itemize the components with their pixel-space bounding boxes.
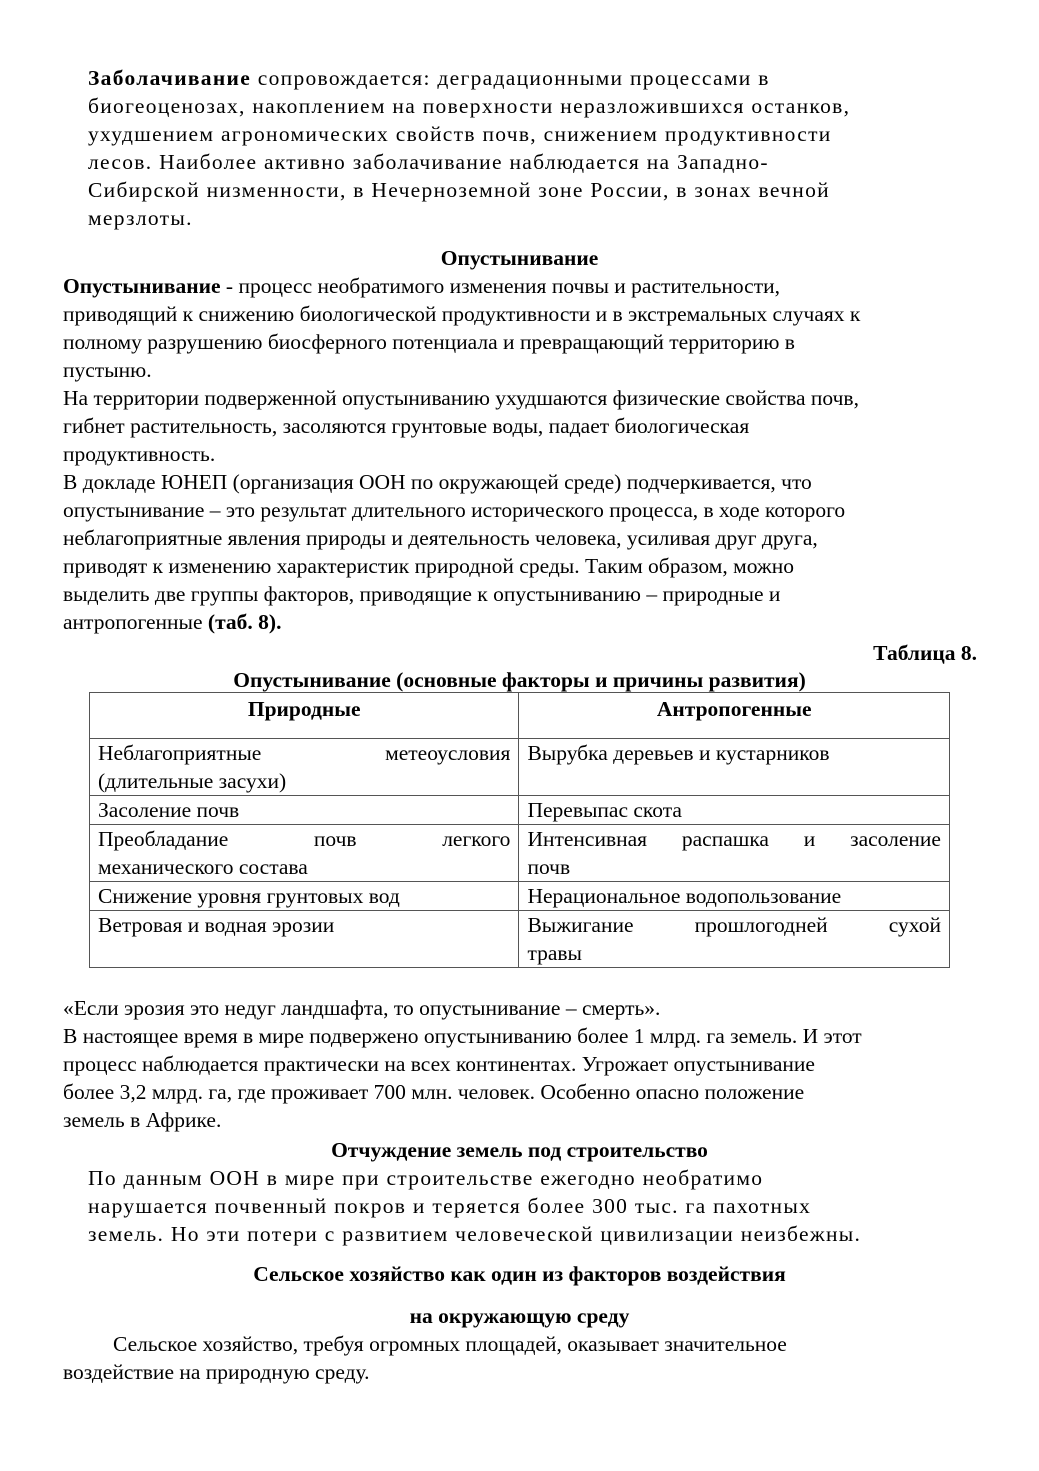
- text-line: антропогенные: [63, 610, 208, 634]
- heading-land-alienation: Отчуждение земель под строительство: [331, 1138, 708, 1162]
- text-line: - процесс необратимого изменения почвы и растительности,: [220, 274, 780, 298]
- table-cell: Перевыпас скота: [519, 796, 950, 825]
- text-line: В настоящее время в мире подвержено опустыниванию более 1 млрд. га земель. И этот: [63, 1024, 862, 1048]
- heading-desertification: Опустынивание: [440, 246, 599, 270]
- cell-line: механического состава: [98, 855, 308, 879]
- header-natural: Природные: [90, 693, 519, 739]
- text-line: ухудшением агрономических свойств почв, снижением продуктивности: [88, 122, 832, 146]
- cell-line: (длительные засухи): [98, 769, 287, 793]
- cell-word: почв: [313, 827, 357, 851]
- text-line: приводят к изменению характеристик природной среды. Таким образом, можно: [63, 554, 795, 578]
- term-swamping: Заболачивание: [88, 66, 252, 90]
- table-cell: Снижение уровня грунтовых вод: [90, 882, 519, 911]
- table-row: [90, 911, 950, 968]
- paragraph-statistics: [63, 1022, 988, 1134]
- text-line: опустынивание – это результат длительного исторического процесса, в ходе которого: [63, 498, 846, 522]
- table-cell: Нерациональное водопользование: [519, 882, 950, 911]
- paragraph-unep: [63, 468, 988, 636]
- cell-word: распашка: [681, 827, 769, 851]
- cell-word: засоление: [850, 827, 941, 851]
- table-row: [90, 825, 950, 882]
- table-cell: Засоление почв: [90, 796, 519, 825]
- table-reference: (таб. 8).: [207, 610, 282, 634]
- text-line: лесов. Наиболее активно заболачивание наблюдается на Западно-: [88, 150, 769, 174]
- text-line: выделить две группы факторов, приводящие к опустыниванию – природные и: [63, 582, 781, 606]
- text-line: Сибирской низменности, в Нечерноземной зоне России, в зонах вечной: [88, 178, 830, 202]
- text-line: В докладе ЮНЕП (организация ООН по окружающей среде) подчеркивается, что: [63, 470, 812, 494]
- paragraph-construction: [88, 1164, 988, 1248]
- text-line: мерзлоты.: [88, 206, 193, 230]
- text-line: гибнет растительность, засоляются грунтовые воды, падает биологическая: [63, 414, 750, 438]
- text-line: земель в Африке.: [63, 1108, 222, 1132]
- table-row: [90, 796, 950, 825]
- cell-word: сухой: [888, 913, 941, 937]
- cell-word: и: [803, 827, 816, 851]
- table-cell: [519, 911, 950, 968]
- table-cell: [519, 739, 950, 796]
- cell-word: Выжигание: [527, 913, 634, 937]
- cell-word: Интенсивная: [527, 827, 648, 851]
- table-header-row: [90, 693, 950, 739]
- table-caption: Опустынивание (основные факторы и причины развития): [233, 668, 806, 692]
- text-line: земель. Но эти потери с развитием человеческой цивилизации неизбежны.: [88, 1222, 862, 1246]
- heading-agriculture-line1: Сельское хозяйство как один из факторов воздействия: [253, 1262, 786, 1286]
- cell-word: Преобладание: [98, 827, 229, 851]
- paragraph-swamping: [88, 64, 988, 232]
- table-cell: [90, 825, 519, 882]
- factors-table: [89, 692, 950, 968]
- heading-agriculture-line2: на окружающую среду: [409, 1304, 630, 1328]
- text-line: биогеоценозах, накоплением на поверхности неразложившихся останков,: [88, 94, 851, 118]
- text-line: приводящий к снижению биологической продуктивности и в экстремальных случаях к: [63, 302, 861, 326]
- text-line: нарушается почвенный покров и теряется более 300 тыс. га пахотных: [88, 1194, 812, 1218]
- cell-word: Неблагоприятные: [98, 741, 262, 765]
- quote: «Если эрозия это недуг ландшафта, то опустынивание – смерть».: [63, 996, 661, 1020]
- cell-line: Вырубка деревьев и кустарников: [527, 741, 830, 765]
- text-line: На территории подверженной опустыниванию ухудшаются физические свойства почв,: [63, 386, 859, 410]
- cell-line: травы: [527, 941, 583, 965]
- paragraph-definition: [63, 272, 988, 384]
- table-label: Таблица 8.: [873, 641, 977, 665]
- cell-word: легкого: [442, 827, 511, 851]
- cell-word: метеоусловия: [385, 741, 511, 765]
- text-line: более 3,2 млрд. га, где проживает 700 млн. человек. Особенно опасно положение: [63, 1080, 805, 1104]
- text-line: воздействие на природную среду.: [63, 1360, 370, 1384]
- cell-word: прошлогодней: [694, 913, 828, 937]
- header-anthropogenic: Антропогенные: [519, 693, 950, 739]
- text-line: полному разрушению биосферного потенциала и превращающий территорию в: [63, 330, 795, 354]
- term-desertification: Опустынивание: [63, 274, 221, 298]
- table-cell: Ветровая и водная эрозии: [90, 911, 519, 968]
- text-line: сопровождается: деградационными процессами в: [251, 66, 770, 90]
- paragraph-agriculture: [63, 1330, 988, 1386]
- text-line: неблагоприятные явления природы и деятельность человека, усиливая друг друга,: [63, 526, 818, 550]
- text-line: продуктивность.: [63, 442, 216, 466]
- table-row: [90, 739, 950, 796]
- table-cell: [519, 825, 950, 882]
- text-line: Сельское хозяйство, требуя огромных площадей, оказывает значительное: [113, 1332, 787, 1356]
- cell-line: почв: [527, 855, 571, 879]
- text-line: пустыню.: [63, 358, 152, 382]
- table-row: [90, 882, 950, 911]
- text-line: процесс наблюдается практически на всех континентах. Угрожает опустынивание: [63, 1052, 815, 1076]
- table-cell: [90, 739, 519, 796]
- text-line: По данным ООН в мире при строительстве ежегодно необратимо: [88, 1166, 764, 1190]
- paragraph-effects: [63, 384, 988, 468]
